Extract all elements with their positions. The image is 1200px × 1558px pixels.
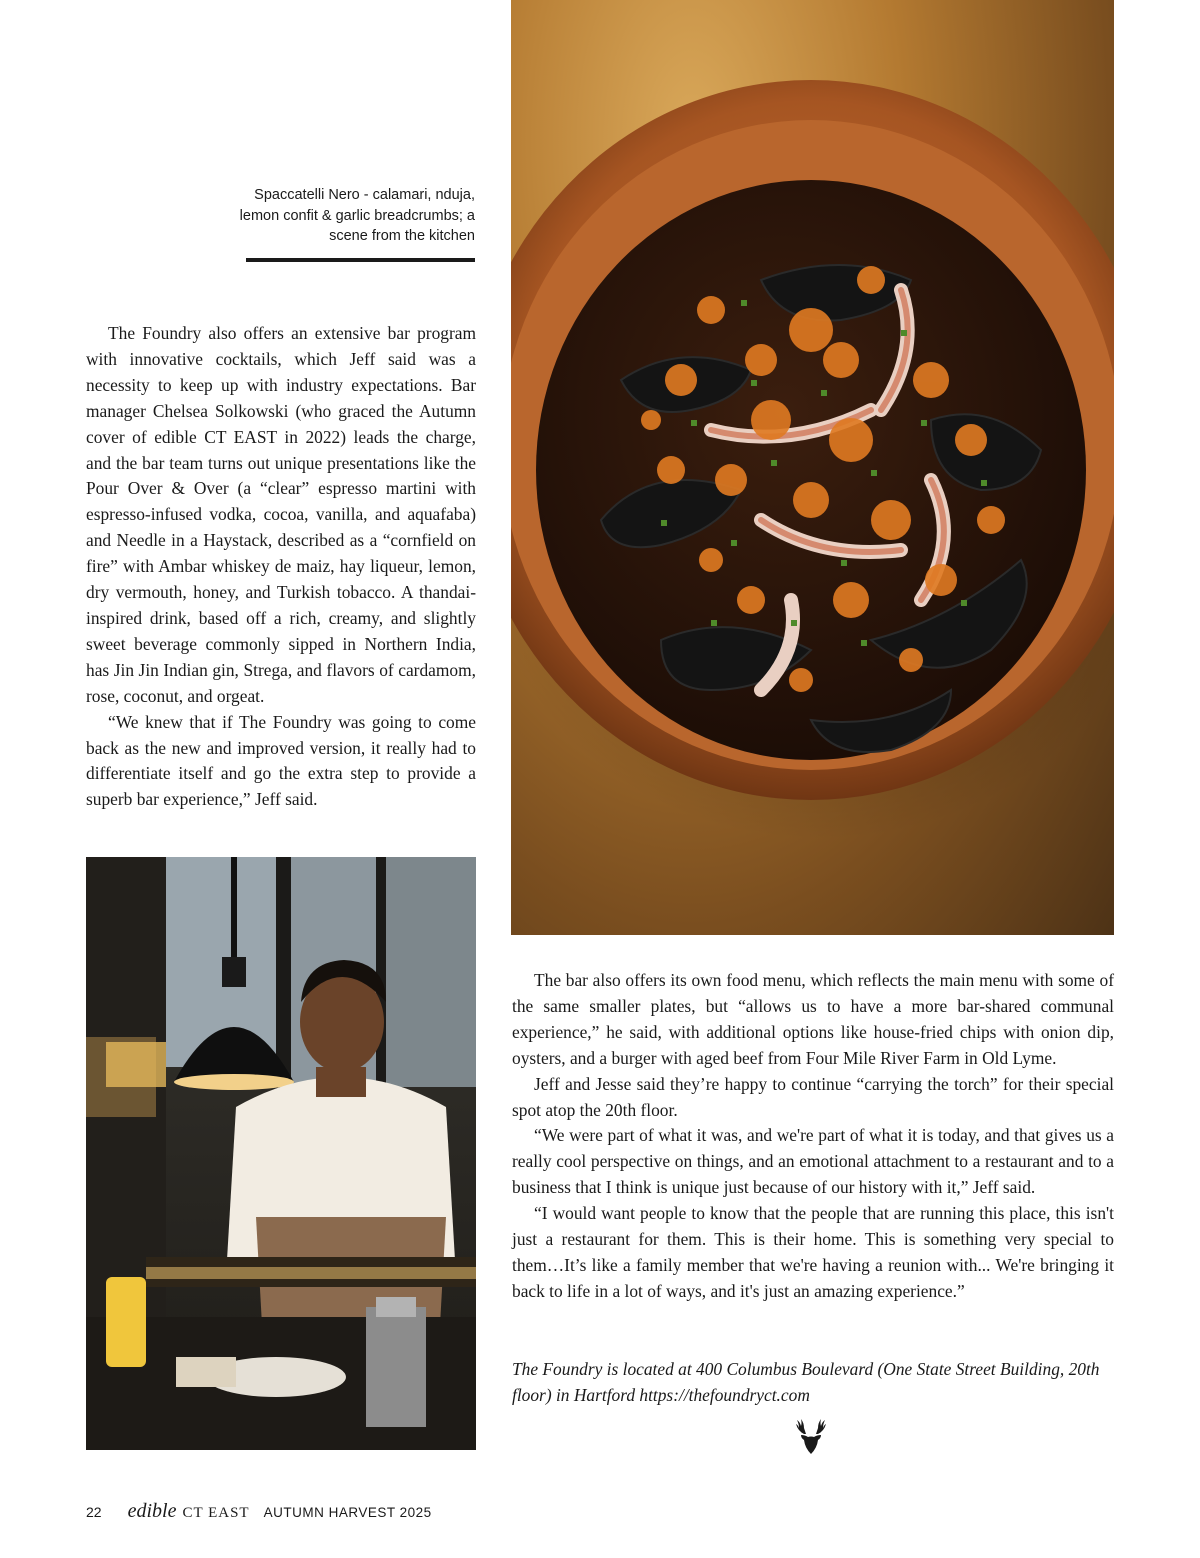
kitchen-scene-illustration <box>86 857 476 1450</box>
article-paragraph: “We knew that if The Foundry was going to come back as the new and improved version, it really had to differentiate itself and go the extra step to provide a superb bar experience,” Jeff said. <box>86 711 476 810</box>
caption-line: scene from the kitchen <box>329 228 475 244</box>
magazine-name: edible <box>127 1500 177 1522</box>
location-credit: The Foundry is located at 400 Columbus Boulevard (One State Street Building, 20th floor) in Hartford https://thefoundryct.com <box>512 1359 1100 1405</box>
right-article-column <box>512 968 1114 1305</box>
deer-head-icon <box>792 1414 830 1456</box>
article-paragraph: Jeff and Jesse said they’re happy to continue “carrying the torch” for their special spot atop the 20th floor. <box>512 1073 1114 1120</box>
article-paragraph: The Foundry also offers an extensive bar program with innovative cocktails, which Jeff said was a necessity to keep up with industry expectations. Bar manager Chelsea Solkowski (who graced the Autumn cover of edible CT EAST in 2022) leads the charge, and the bar team turns out unique presentations like the Pour Over & Over (a “clear” espresso martini with espresso-infused vodka, cocoa, vanilla, and aquafaba) and Needle in a Haystack, described as a “cornfield on fire” with Ambar whiskey de maiz, hay liqueur, lemon, dry vermouth, honey, and Turkish tobacco. A thandai-inspired drink, based off a rich, creamy, and slightly sweet beverage commonly sipped in Northern India, has Jin Jin Indian gin, Strega, and flavors of cardamom, rose, coconut, and orgeat. <box>86 323 476 706</box>
page-number: 22 <box>86 1504 102 1520</box>
kitchen-photo <box>86 857 476 1450</box>
magazine-region: CT EAST <box>182 1505 250 1521</box>
caption-line: lemon confit & garlic breadcrumbs; a <box>239 207 475 224</box>
photo-caption <box>200 185 475 247</box>
left-article-column <box>86 321 476 813</box>
caption-rule <box>246 258 475 262</box>
pasta-bowl-illustration <box>511 0 1114 935</box>
page-footer <box>86 1500 432 1524</box>
article-paragraph: “We were part of what it was, and we're part of what it is today, and that gives us a really cool perspective on things, and an emotional attachment to a restaurant and to a business that I think is unique just because of our history with it,” Jeff said. <box>512 1125 1114 1198</box>
food-photo <box>511 0 1114 935</box>
article-paragraph: “I would want people to know that the people that are running this place, this isn't just a restaurant for them. This is their home. This is something very special to them…It’s like a family member that we're having a reunion with... We're bringing it back to life in a lot of ways, and it's just an amazing experience.” <box>512 1203 1114 1301</box>
issue-label: AUTUMN HARVEST 2025 <box>263 1505 432 1520</box>
caption-line: Spaccatelli Nero - calamari, nduja, <box>254 187 475 203</box>
article-paragraph: The bar also offers its own food menu, which reflects the main menu with some of the same smaller plates, but “allows us to have a more bar-shared communal experience,” he said, with additional options like house-fried chips with onion dip, oysters, and a burger with aged beef from Four Mile River Farm in Old Lyme. <box>512 970 1114 1068</box>
